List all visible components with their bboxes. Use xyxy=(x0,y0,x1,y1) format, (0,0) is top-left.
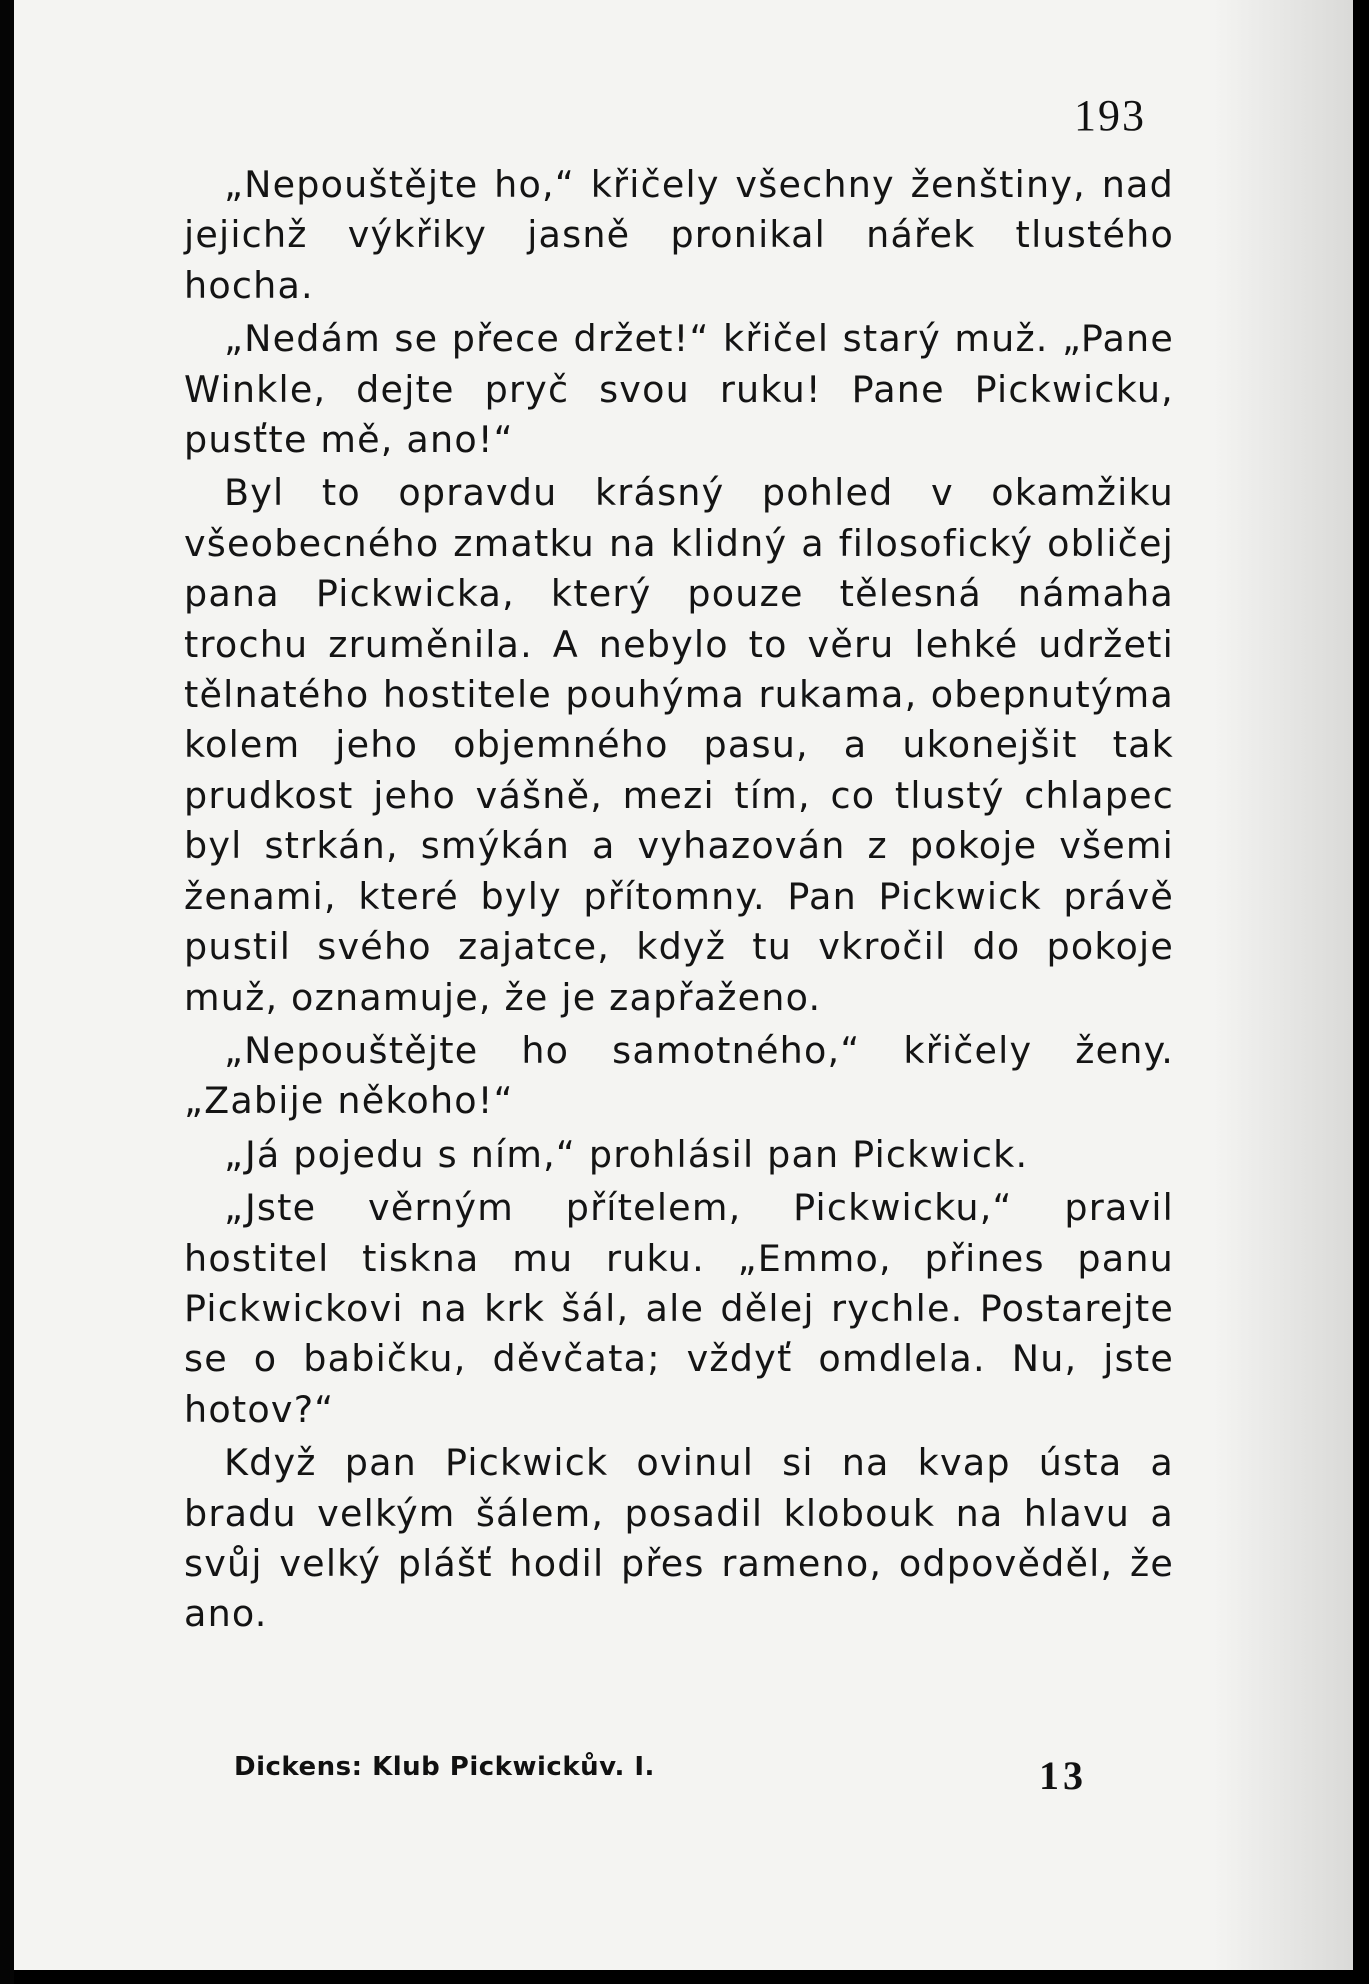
scan-left-border xyxy=(0,0,14,1984)
paragraph-2: „Nedám se přece držet!“ křičel starý muž. „Pane Winkle, dejte pryč svou ruku! Pane Pickwicku, pusťte mě, ano!“ xyxy=(184,317,1174,462)
paragraph-6: „Jste věrným přítelem, Pickwicku,“ pravil hostitel tiskna mu ruku. „Emmo, přines panu Pickwickovi na krk šál, ale dělej rychle. Postarejte se o babičku, děvčata; vždyť omdlela. Nu, jste hotov?“ xyxy=(184,1186,1174,1431)
page-shading xyxy=(1213,0,1353,1970)
book-page xyxy=(14,0,1353,1970)
body-text xyxy=(184,160,1174,1643)
paragraph-5: „Já pojedu s ním,“ prohlásil pan Pickwick. xyxy=(224,1132,1029,1176)
paragraph-1: „Nepouštějte ho,“ křičely všechny ženštiny, nad jejichž výkřiky jasně pronikal nářek tlustého hocha. xyxy=(184,163,1174,307)
paragraph-3: Byl to opravdu krásný pohled v okamžiku všeobecného zmatku na klidný a filosofický obličej pana Pickwicka, který pouze tělesná námaha trochu zruměnila. A nebylo to věru lehké udržeti tělnatého hostitele pouhýma rukama, obepnutýma kolem jeho objemného pasu, a ukonejšit tak prudkost jeho vášně, mezi tím, co tlustý chlapec byl strkán, smýkán a vyhazován z pokoje všemi ženami, které byly přítomny. Pan Pickwick právě pustil svého zajatce, když tu vkročil do pokoje muž, oznamuje, že je zapřaženo. xyxy=(184,471,1174,1019)
paragraph-4: „Nepouštějte ho samotného,“ křičely ženy. „Zabije někoho!“ xyxy=(184,1028,1174,1123)
footer-signature: Dickens: Klub Pickwickův. I. xyxy=(234,1752,655,1782)
footer-sheet-number: 13 xyxy=(1039,1753,1087,1798)
paragraph-7: Když pan Pickwick ovinul si na kvap ústa a bradu velkým šálem, posadil klobouk na hlavu a svůj velký plášť hodil přes rameno, odpověděl, že ano. xyxy=(184,1441,1174,1636)
page-number: 193 xyxy=(1074,91,1146,140)
